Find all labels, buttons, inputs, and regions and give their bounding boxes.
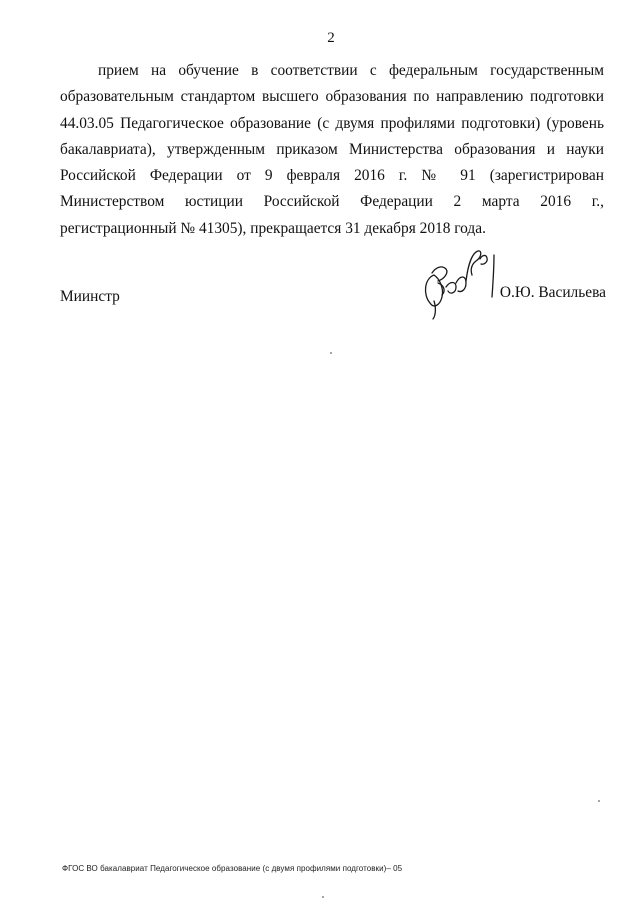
signatory-name: О.Ю. Васильева [499, 284, 606, 301]
body-paragraph: прием на обучение в соответствии с федеральным государственным образовательным стандартом высшего образования по направлению подготовки 44.03.05 Педагогическое образование (с двумя профилями подготовки) (уровень бакалавриата), утвержденным приказом Министерства образования и науки Российской Федерации от 9 февраля 2016 г. № 91 (зарегистрирован Министерством юстиции Российской Федерации 2 марта 2016 г., регистрационный № 41305), прекращается 31 декабря 2018 года. [60, 62, 604, 237]
signatory-title: Миинстр [60, 288, 120, 305]
page-number: 2 [327, 30, 335, 46]
footer-text: ФГОС ВО бакалавриат Педагогическое образование (с двумя профилями подготовки)– 05 [62, 864, 403, 873]
handwritten-signature [420, 245, 510, 320]
signature-block [60, 284, 606, 314]
scan-speck [598, 800, 600, 802]
scan-speck [322, 896, 324, 898]
scan-speck [330, 352, 332, 354]
